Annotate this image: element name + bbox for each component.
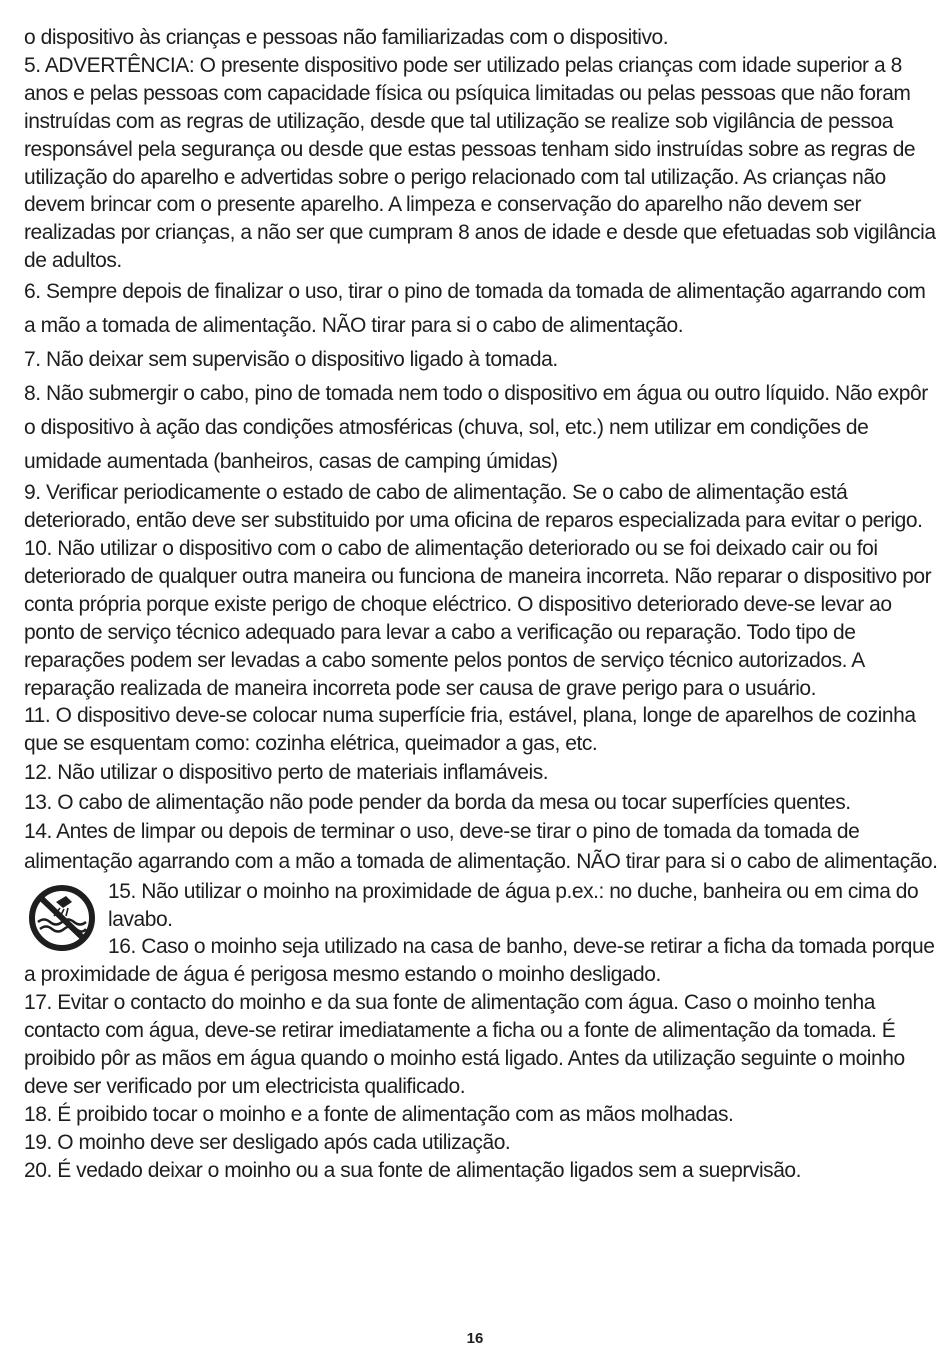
paragraph-6: 6. Sempre depois de finalizar o uso, tirar o pino de tomada da tomada de alimentação agarrando com a mão a tomada de alimentação. NÃO tirar para si o cabo de alimentação. bbox=[24, 280, 926, 338]
paragraph-14: 14. Antes de limpar ou depois de terminar o uso, deve-se tirar o pino de tomada da tomada de alimentação agarrando com a mão a tomada de alimentação. NÃO tirar para si o cabo de alimentação. bbox=[24, 819, 938, 874]
paragraph-5-warning: 5. ADVERTÊNCIA: O presente dispositivo pode ser utilizado pelas crianças com idade superior a 8 anos e pelas pessoas com capacidade física ou psíquica limitadas ou pelas pessoas que não foram instruídas com as regras de utilização, desde que tal utilização se realize sob vigilância de pessoa responsável pela segurança ou desde que estas pessoas tenham sido instruídas sobre as regras de utilização do aparelho e advertidas sobre o perigo relacionado com tal utilização. As crianças não devem brincar com o presente aparelho. A limpeza e conservação do aparelho não devem ser realizadas por crianças, a não ser que cumpram 8 anos de idade e desde que efetuadas sob vigilância de adultos. bbox=[24, 53, 936, 273]
paragraph-12: 12. Não utilizar o dispositivo perto de materiais inflamáveis. bbox=[24, 761, 549, 785]
paragraph-15: 15. Não utilizar o moinho na proximidade de água p.ex.: no duche, banheira ou em cima do lavabo. bbox=[108, 879, 919, 931]
paragraph-18: 18. É proibido tocar o moinho e a fonte de alimentação com as mãos molhadas. bbox=[24, 1102, 734, 1126]
page-number: 16 bbox=[466, 1330, 484, 1347]
paragraph-4-continuation: o dispositivo às crianças e pessoas não familiarizadas com o dispositivo. bbox=[24, 26, 669, 49]
paragraph-20: 20. É vedado deixar o moinho ou a sua fonte de alimentação ligados sem a sueprvisão. bbox=[24, 1158, 802, 1182]
paragraph-17: 17. Evitar o contacto do moinho e da sua fonte de alimentação com água. Caso o moinho tenha contacto com água, deve-se retirar imediatamente a ficha ou a fonte de alimentação da tomada. É proibido pôr as mãos em água quando o moinho está ligado. Antes da utilização seguinte o moinho deve ser verificado por um electricista qualificado. bbox=[24, 991, 905, 1098]
paragraph-11: 11. O dispositivo deve-se colocar numa superfície fria, estável, plana, longe de aparelhos de cozinha que se esquentam como: cozinha elétrica, queimador a gas, etc. bbox=[24, 704, 916, 756]
document-page bbox=[24, 24, 942, 1185]
paragraph-13: 13. O cabo de alimentação não pode pender da borda da mesa ou tocar superfícies quentes. bbox=[24, 790, 851, 814]
paragraph-7: 7. Não deixar sem supervisão o dispositivo ligado à tomada. bbox=[24, 348, 558, 372]
paragraph-10: 10. Não utilizar o dispositivo com o cabo de alimentação deteriorado ou se foi deixado cair ou foi deteriorado de qualquer outra maneira ou funciona de maneira incorreta. Não reparar o dispositivo por conta própria porque existe perigo de choque eléctrico. O dispositivo deteriorado deve-se levar ao ponto de serviço técnico adequado para levar a cabo a verificação ou reparação. Todo tipo de reparações podem ser levadas a cabo somente pelos pontos de serviço técnico autorizados. A reparação realizada de maneira incorreta pode ser causa de grave perigo para o usuário. bbox=[24, 536, 932, 700]
paragraph-16: 16. Caso o moinho seja utilizado na casa de banho, deve-se retirar a ficha da tomada porque a proximidade de água é perigosa mesmo estando o moinho desligado. bbox=[24, 935, 935, 987]
paragraph-19: 19. O moinho deve ser desligado após cada utilização. bbox=[24, 1130, 511, 1154]
paragraph-8: 8. Não submergir o cabo, pino de tomada nem todo o dispositivo em água ou outro líquido. Não expôr o dispositivo à ação das condições atmosféricas (chuva, sol, etc.) nem utilizar em condições de umidade aumentada (banheiros, casas de camping úmidas) bbox=[24, 382, 928, 474]
icon-paragraph-block bbox=[24, 878, 942, 990]
paragraph-9: 9. Verificar periodicamente o estado de cabo de alimentação. Se o cabo de alimentação está deteriorado, então deve ser substituido por uma oficina de reparos especializada para evitar o perigo. bbox=[24, 481, 923, 533]
no-water-prohibition-icon bbox=[24, 884, 104, 952]
